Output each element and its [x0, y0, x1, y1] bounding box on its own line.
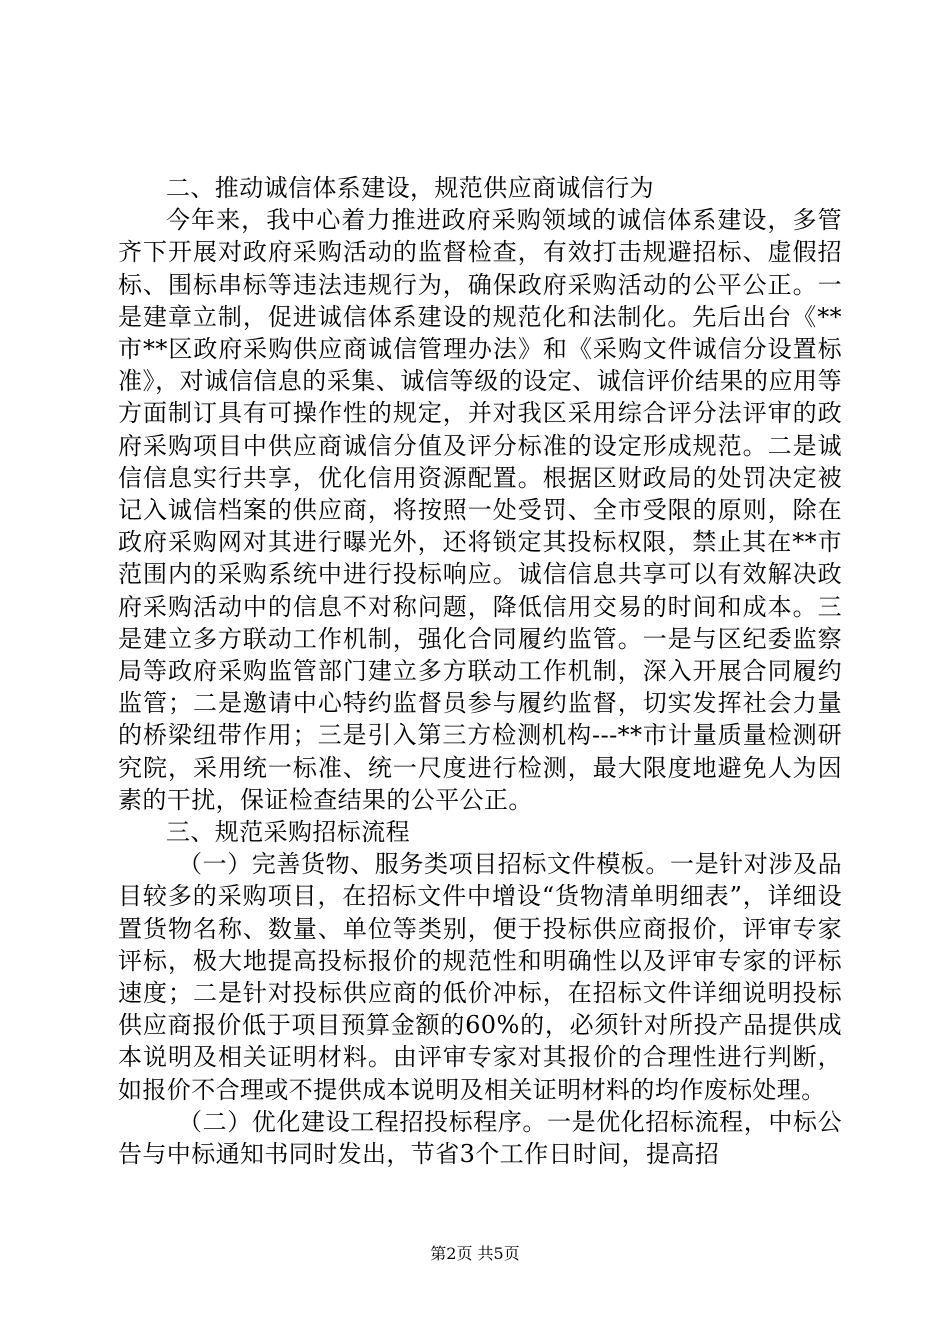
section-2-heading: 二、推动诚信体系建设，规范供应商诚信行为 [166, 174, 654, 202]
document-body [118, 172, 842, 1170]
page-footer: 第2页 共5页 [430, 1244, 520, 1263]
section-3-item-2: （二）优化建设工程招投标程序。一是优化招标流程，中标公告与中标通知书同时发出，节省3个工作日时间，提高招 [118, 1107, 842, 1169]
section-3-heading: 三、规范采购招标流程 [166, 818, 410, 847]
section-2-paragraph: 今年来，我中心着力推进政府采购领域的诚信体系建设，多管齐下开展对政府采购活动的监督检查，有效打击规避招标、虚假招标、围标串标等违法违规行为，确保政府采购活动的公平公正。一是建章立制，促进诚信体系建设的规范化和法制化。先后出台《**市**区政府采购供应商诚信管理办法》和《采购文件诚信分设置标准》，对诚信信息的采集、诚信等级的设定、诚信评价结果的应用等方面制订具有可操作性的规定，并对我区采用综合评分法评审的政府采购项目中供应商诚信分值及评分标准的设定形成规范。二是诚信信息实行共享，优化信用资源配置。根据区财政局的处罚决定被记入诚信档案的供应商，将按照一处受罚、全市受限的原则，除在政府采购网对其进行曝光外，还将锁定其投标权限，禁止其在**市范围内的采购系统中进行投标响应。诚信信息共享可以有效解决政府采购活动中的信息不对称问题，降低信用交易的时间和成本。三是建立多方联动工作机制，强化合同履约监管。一是与区纪委监察局等政府采购监管部门建立多方联动工作机制，深入开展合同履约监管；二是邀请中心特约监督员参与履约监督，切实发挥社会力量的桥梁纽带作用；三是引入第三方检测机构---**市计量质量检测研究院，采用统一标准、统一尺度进行检测，最大限度地避免人为因素的干扰，保证检查结果的公平公正。 [118, 206, 842, 814]
section-3-item-1: （一）完善货物、服务类项目招标文件模板。一是针对涉及品目较多的采购项目，在招标文件中增设“货物清单明细表”，详细设置货物名称、数量、单位等类别，便于投标供应商报价，评审专家评标，极大地提高投标报价的规范性和明确性以及评审专家的评标速度；二是针对投标供应商的低价冲标，在招标文件详细说明投标供应商报价低于项目预算金额的60%的，必须针对所投产品提供成本说明及相关证明材料。由评审专家对其报价的合理性进行判断，如报价不合理或不提供成本说明及相关证明材料的均作废标处理。 [118, 850, 842, 1104]
